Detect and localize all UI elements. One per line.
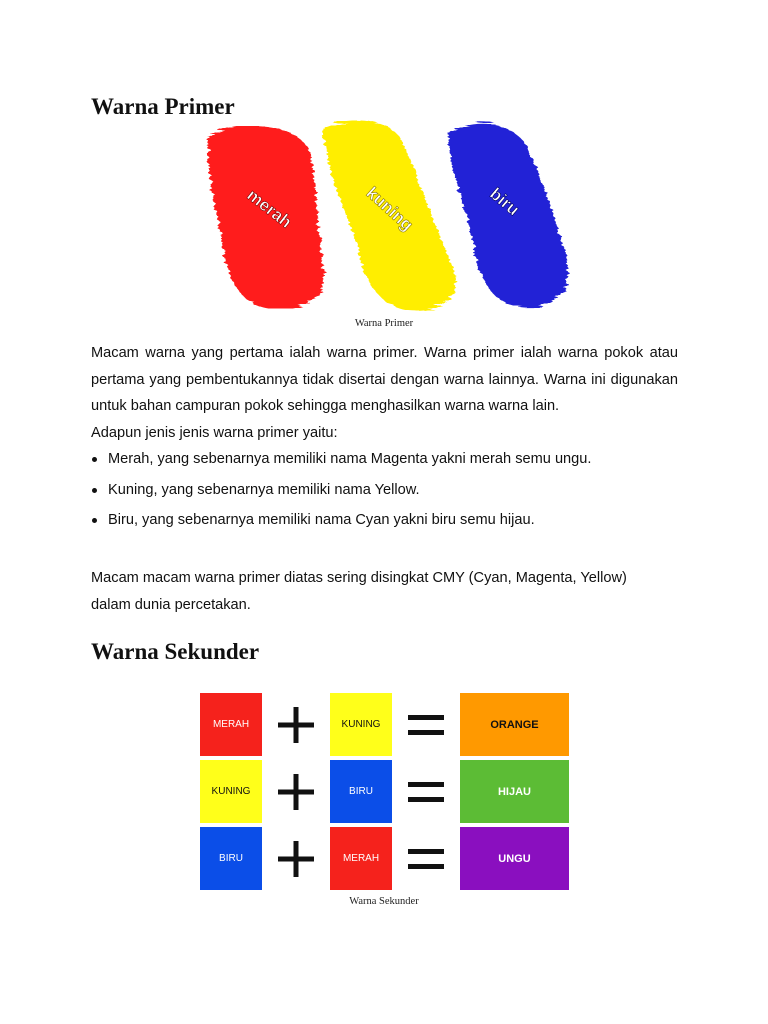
color-box-merah: MERAH [200,693,262,756]
color-box-kuning: KUNING [330,693,392,756]
caption-warna-primer: Warna Primer [354,318,414,329]
paragraph-cmy-main: Macam macam warna primer diatas sering disingkat CMY (Cyan, Magenta, Yellow) [91,570,627,586]
paragraph-primer-intro [91,340,678,446]
primary-colors-list [91,446,678,538]
color-box-hijau: HIJAU [460,760,569,823]
color-box-orange: ORANGE [460,693,569,756]
color-box-kuning: KUNING [200,760,262,823]
heading-warna-primer: Warna Primer [91,94,235,119]
color-box-merah: MERAH [330,827,392,890]
color-box-biru: BIRU [330,760,392,823]
label-merah: merah [243,185,296,232]
paragraph-primer-intro-tail: Adapun jenis jenis warna primer yaitu: [91,424,338,441]
equals-icon [404,693,448,756]
plus-icon [274,760,318,823]
list-item: Biru, yang sebenarnya memiliki nama Cyan yakni biru semu hijau. [91,507,678,538]
paragraph-primer-intro-main: Macam warna yang pertama ialah warna primer. Warna primer ialah warna pokok atau pertama yang pembentukannya tidak disertai dengan warna lainnya. Warna ini digunakan untuk bahan campuran pokok sehingga menghasilkan warna warna lain. [91,345,678,414]
heading-warna-sekunder: Warna Sekunder [91,639,260,664]
color-box-biru: BIRU [200,827,262,890]
label-kuning: kuning [362,183,417,235]
equals-icon [404,827,448,890]
list-item: Kuning, yang sebenarnya memiliki nama Yellow. [91,477,678,508]
list-item: Merah, yang sebenarnya memiliki nama Magenta yakni merah semu ungu. [91,446,678,477]
mix-row [200,760,570,823]
secondary-colors-diagram [200,693,570,891]
caption-warna-sekunder: Warna Sekunder [349,896,419,907]
paragraph-cmy-tail: dalam dunia percetakan. [91,596,251,613]
mix-row [200,693,570,756]
mix-row [200,827,570,890]
paragraph-cmy [91,565,678,618]
plus-icon [274,827,318,890]
plus-icon [274,693,318,756]
equals-icon [404,760,448,823]
primary-colors-brushstrokes-image [198,118,574,318]
color-box-ungu: UNGU [460,827,569,890]
label-biru: biru [486,184,523,220]
